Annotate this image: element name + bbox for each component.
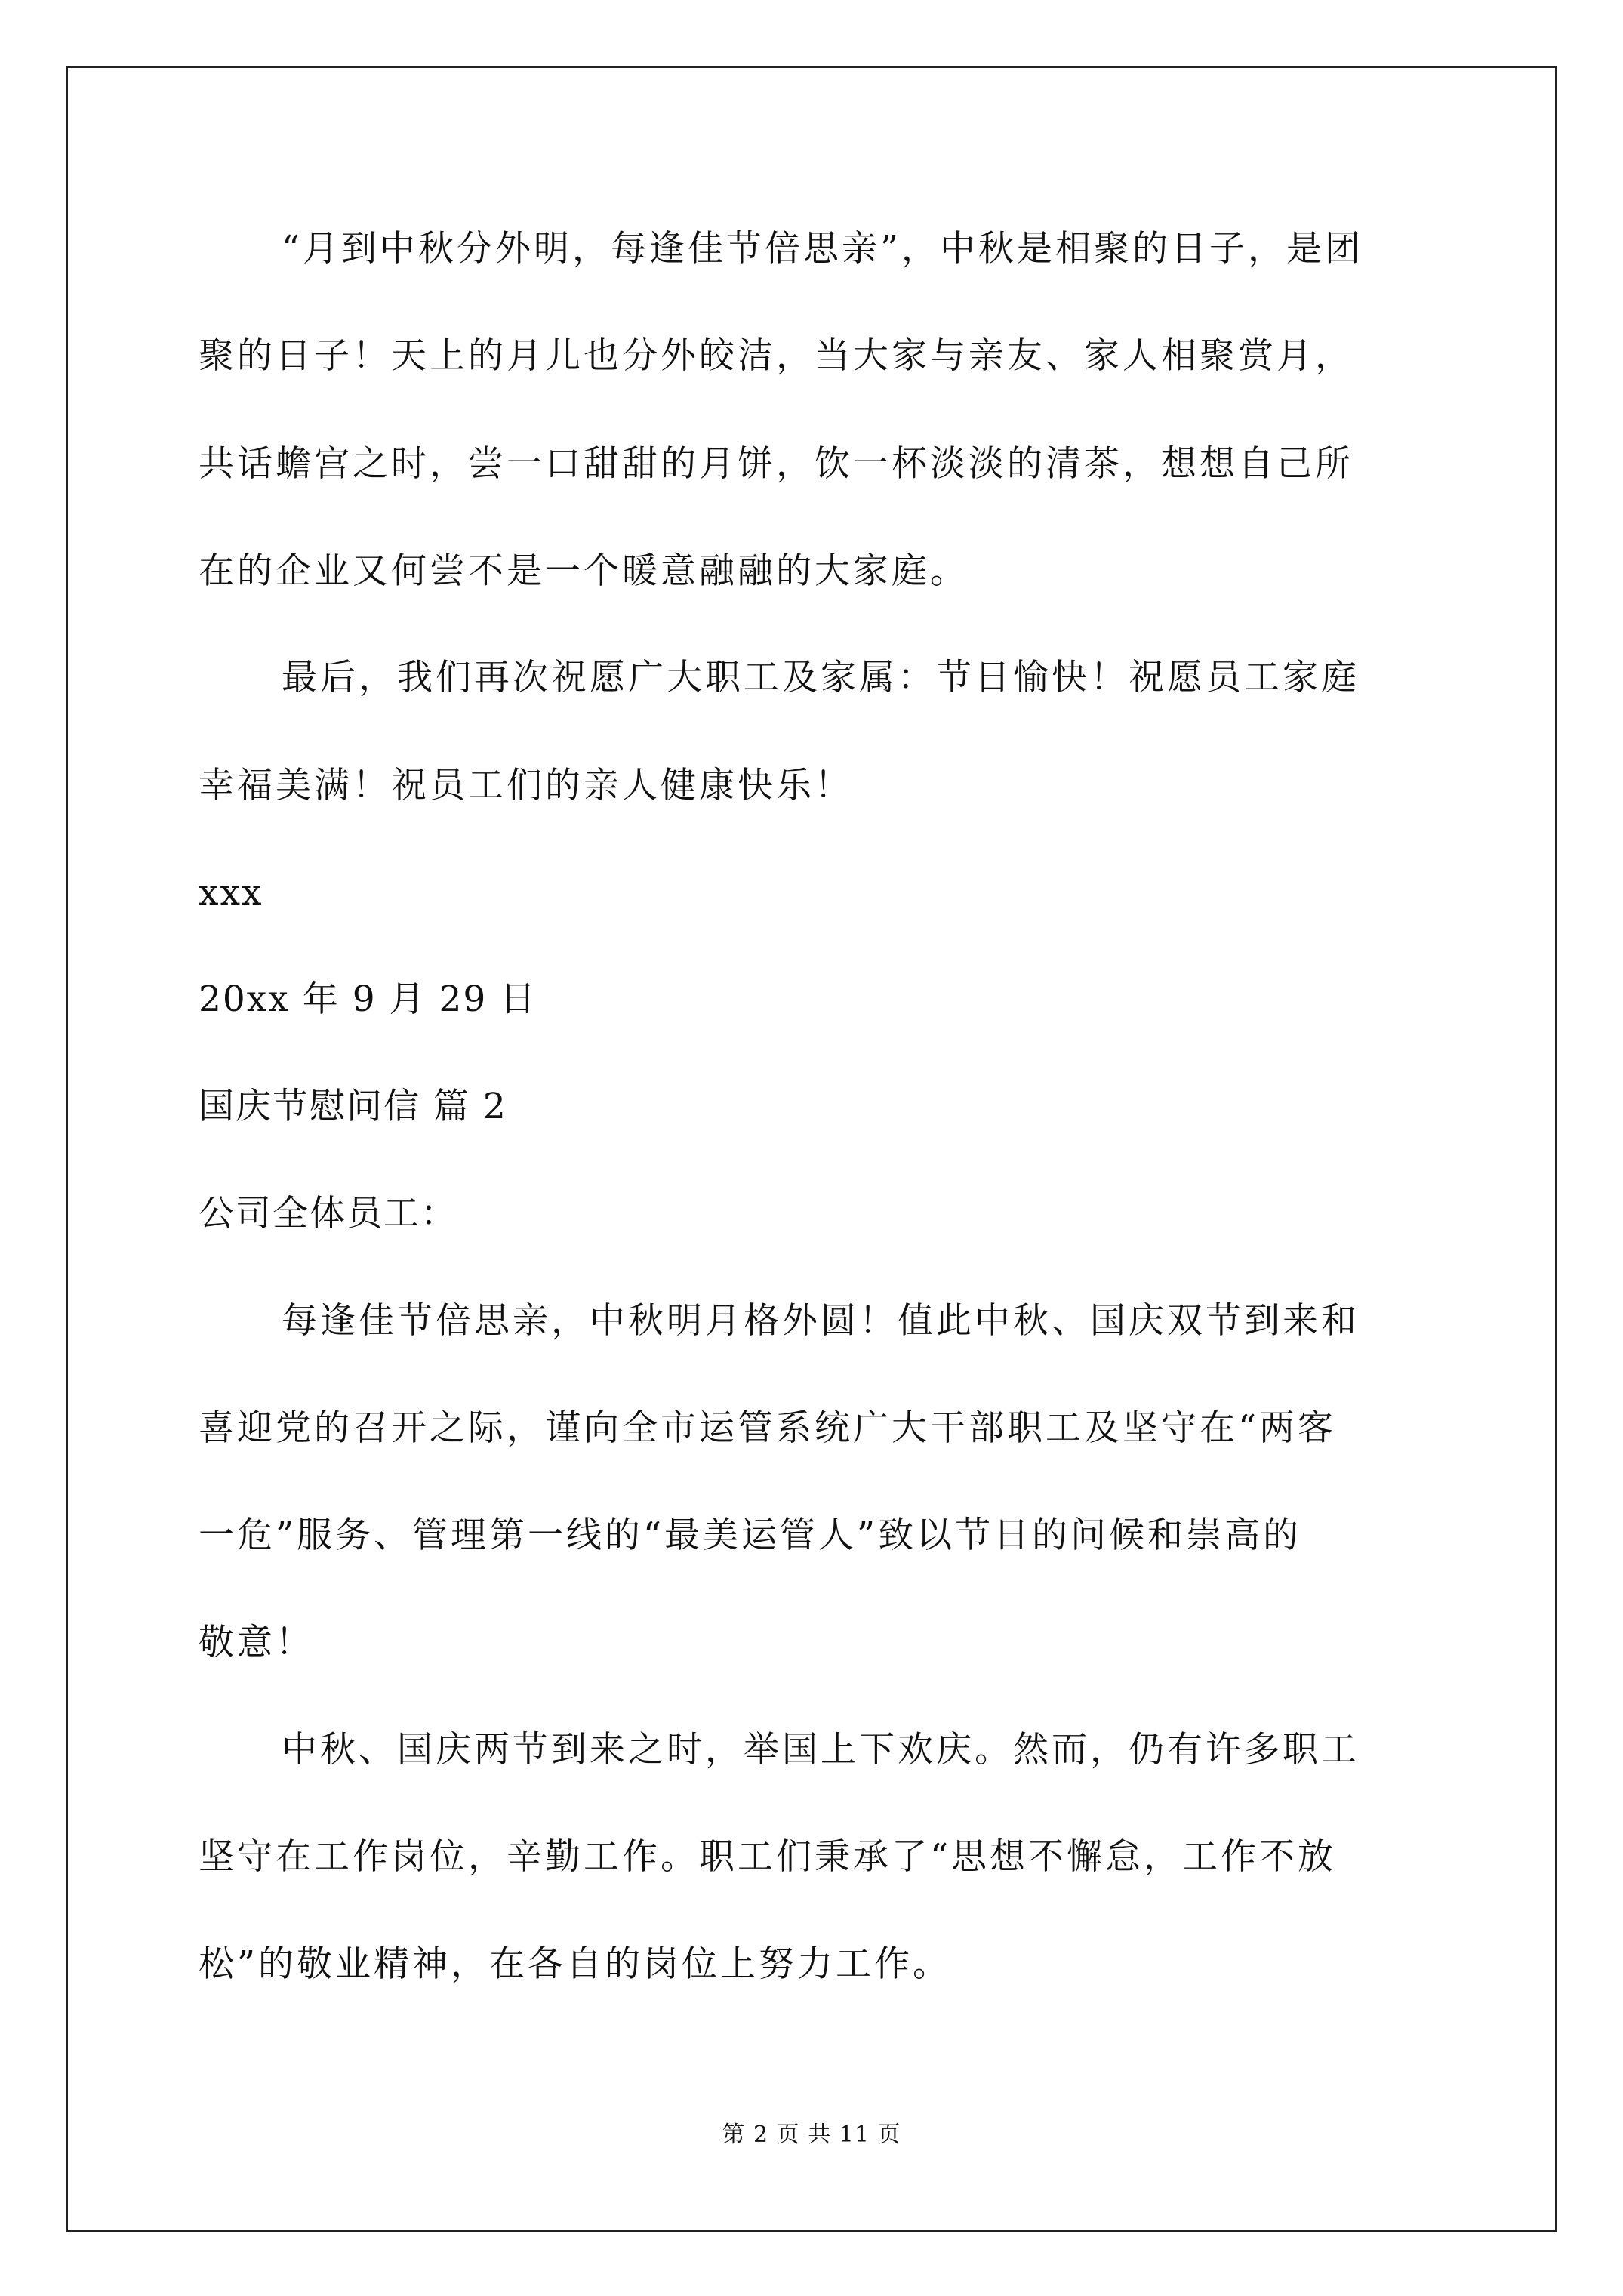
paragraph-2-line-1: 最后，我们再次祝愿广大职工及家属：节日愉快！祝愿员工家庭 bbox=[282, 657, 1360, 698]
paragraph-3-line-2: 喜迎党的召开之际，谨向全市运管系统广大干部职工及坚守在“两客 bbox=[199, 1407, 1337, 1449]
paragraph-1-line-4: 在的企业又何尝不是一个暖意融融的大家庭。 bbox=[199, 550, 969, 592]
paragraph-3-line-4: 敬意！ bbox=[199, 1622, 314, 1663]
paragraph-3-line-3: 一危”服务、管理第一线的“最美运管人”致以节日的问候和崇高的 bbox=[199, 1515, 1302, 1556]
paragraph-4-line-1: 中秋、国庆两节到来之时，举国上下欢庆。然而，仍有许多职工 bbox=[282, 1729, 1360, 1771]
signature: xxx bbox=[199, 872, 263, 914]
paragraph-3-line-1: 每逢佳节倍思亲，中秋明月格外圆！值此中秋、国庆双节到来和 bbox=[282, 1300, 1360, 1342]
date-line: 20xx 年 9 月 29 日 bbox=[199, 978, 537, 1020]
section-heading: 国庆节慰问信 篇 2 bbox=[199, 1086, 507, 1127]
page-footer: 第 2 页 共 11 页 bbox=[722, 2122, 901, 2148]
paragraph-4-line-3: 松”的敬业精神，在各自的岗位上努力工作。 bbox=[199, 1943, 952, 1985]
page-border bbox=[66, 66, 1557, 2232]
paragraph-1-line-1: “月到中秋分外明，每逢佳节倍思亲”，中秋是相聚的日子，是团 bbox=[282, 228, 1364, 270]
paragraph-4-line-2: 坚守在工作岗位，辛勤工作。职工们秉承了“思想不懈怠，工作不放 bbox=[199, 1836, 1337, 1878]
salutation: 公司全体员工： bbox=[199, 1193, 457, 1234]
paragraph-1-line-2: 聚的日子！天上的月儿也分外皎洁，当大家与亲友、家人相聚赏月， bbox=[199, 335, 1354, 377]
paragraph-1-line-3: 共话蟾宫之时，尝一口甜甜的月饼，饮一杯淡淡的清茶，想想自己所 bbox=[199, 443, 1354, 485]
paragraph-2-line-2: 幸福美满！祝员工们的亲人健康快乐！ bbox=[199, 765, 853, 806]
